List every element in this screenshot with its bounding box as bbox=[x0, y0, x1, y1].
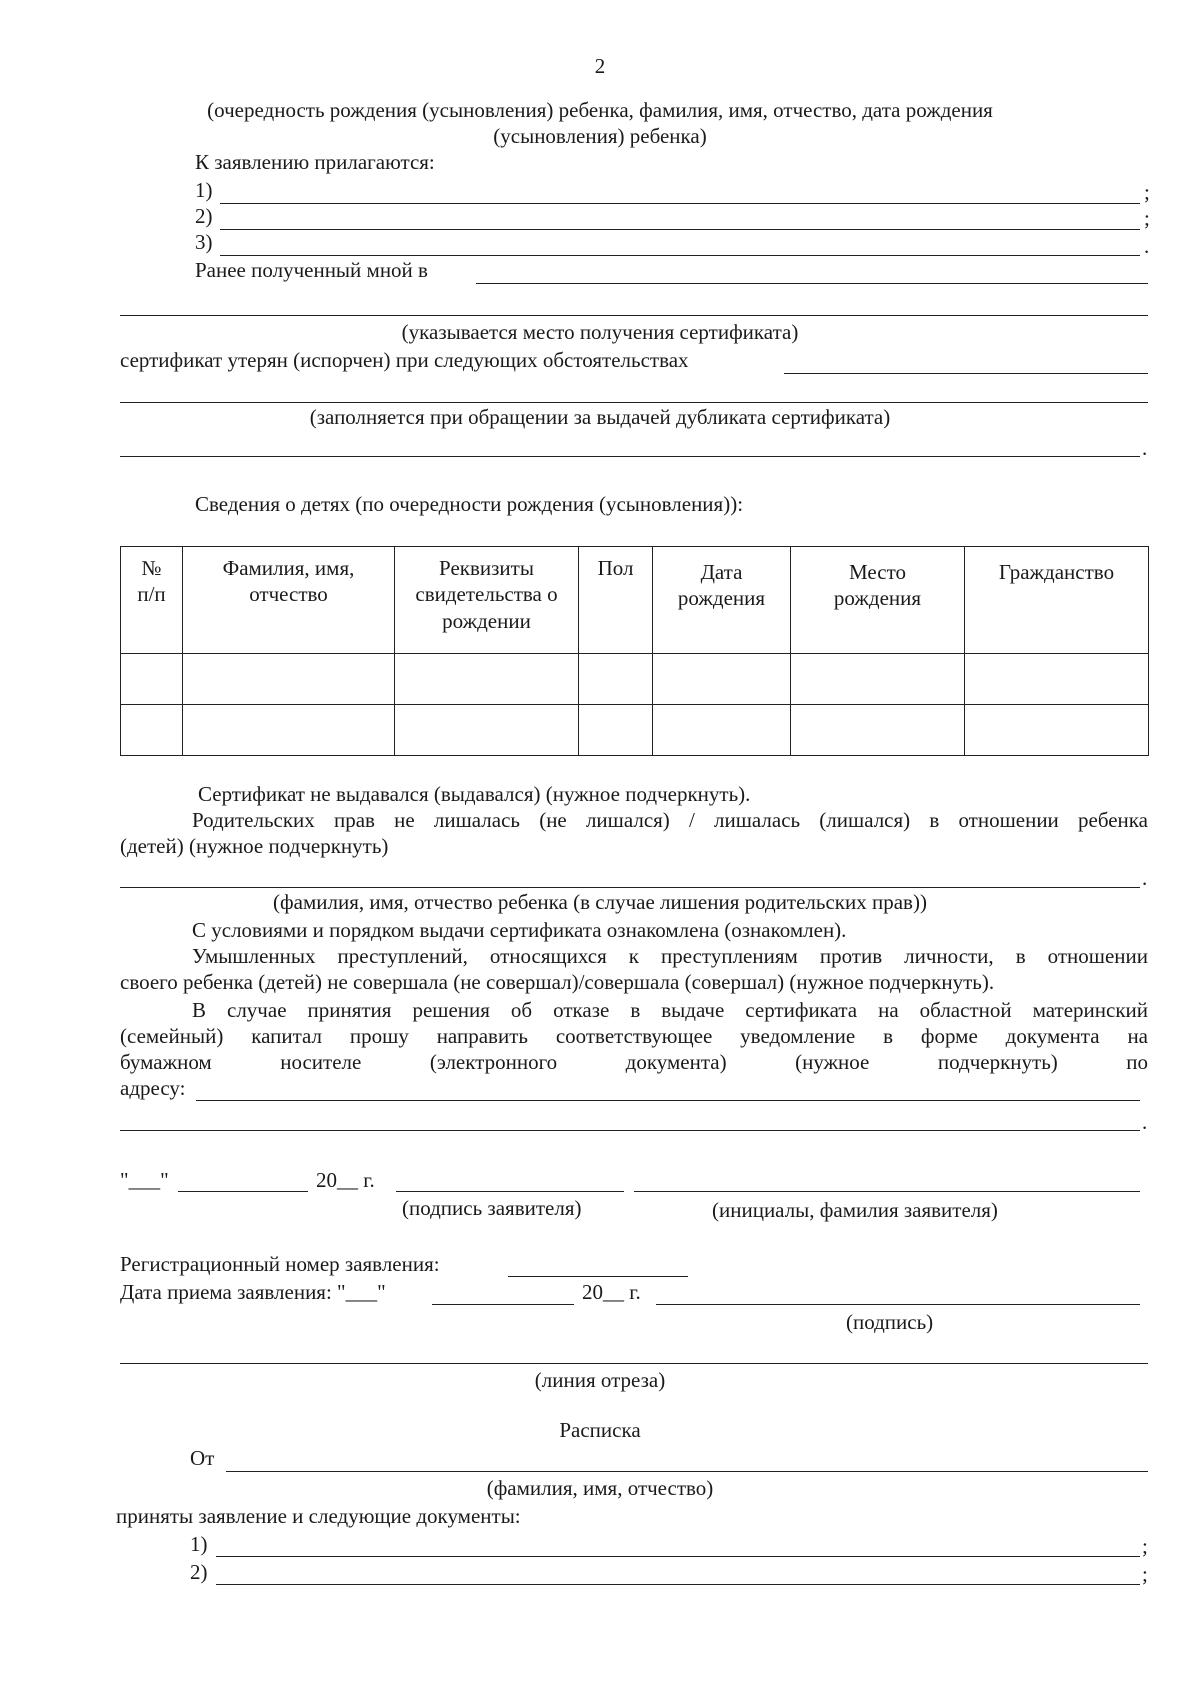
cell-birth-place[interactable] bbox=[791, 654, 965, 705]
duplicate-caption: (заполняется при обращении за выдачей дубликата сертификата) bbox=[309, 405, 891, 429]
cell-citizenship[interactable] bbox=[965, 705, 1149, 756]
receipt-item-2-number: 2) bbox=[190, 1560, 208, 1584]
previously-received-field-2[interactable] bbox=[120, 315, 1148, 316]
refusal-line3-text: бумажном носителе (электронного документа) (нужное подчеркнуть) по bbox=[120, 1050, 1148, 1074]
cell-sex[interactable] bbox=[579, 705, 653, 756]
application-month-field[interactable] bbox=[178, 1191, 308, 1192]
header-certificate-details: Реквизиты свидетельства о рождении bbox=[395, 547, 579, 654]
table-row bbox=[121, 705, 1149, 756]
children-table-header bbox=[121, 547, 1149, 654]
application-year[interactable]: 20__ г. bbox=[316, 1168, 375, 1192]
child-caption-line1: (очередность рождения (усыновления) ребенка, фамилия, имя, отчество, дата рождения bbox=[207, 98, 993, 122]
from-name-field[interactable] bbox=[226, 1471, 1148, 1472]
deprived-child-name-field[interactable] bbox=[120, 887, 1140, 888]
signature-only-caption: (подпись) bbox=[846, 1310, 934, 1334]
receipt-item-1-end: ; bbox=[1142, 1534, 1148, 1558]
receipt-item-2-end: ; bbox=[1142, 1562, 1148, 1586]
crimes-line2: своего ребенка (детей) не совершала (не совершал)/совершала (совершал) (нужное подчеркнуть). bbox=[120, 970, 995, 994]
receipt-title: Расписка bbox=[559, 1418, 641, 1442]
header-birth-place: Место рождения bbox=[791, 547, 965, 654]
date-received-year[interactable]: 20__ г. bbox=[582, 1280, 641, 1304]
attachment-3-number: 3) bbox=[195, 230, 213, 254]
cell-full-name[interactable] bbox=[183, 705, 395, 756]
date-received-label: Дата приема заявления: "___" bbox=[120, 1280, 386, 1304]
table-row bbox=[121, 654, 1149, 705]
cell-birth-date[interactable] bbox=[653, 705, 791, 756]
address-field-end: . bbox=[1142, 1110, 1148, 1134]
children-intro: Сведения о детях (по очередности рождения (усыновления)): bbox=[195, 492, 744, 516]
cell-citizenship[interactable] bbox=[965, 654, 1149, 705]
initials-caption: (инициалы, фамилия заявителя) bbox=[712, 1198, 998, 1222]
duplicate-field-end: . bbox=[1142, 436, 1148, 460]
receipt-item-2-field[interactable] bbox=[216, 1584, 1140, 1585]
cert-issued-text: Сертификат не выдавался (выдавался) (нужное подчеркнуть). bbox=[198, 782, 751, 806]
refusal-line2: (семейный) капитал прошу направить соответствующее уведомление в форме документа на bbox=[120, 1024, 1148, 1048]
cell-sex[interactable] bbox=[579, 654, 653, 705]
attachment-2-field[interactable] bbox=[220, 229, 1140, 230]
lost-text: сертификат утерян (испорчен) при следующих обстоятельствах bbox=[120, 348, 689, 372]
cell-full-name[interactable] bbox=[183, 654, 395, 705]
address-label: адресу: bbox=[120, 1076, 186, 1100]
cell-certificate-details[interactable] bbox=[395, 705, 579, 756]
attachment-2-number: 2) bbox=[195, 204, 213, 228]
accepted-docs-label: приняты заявление и следующие документы: bbox=[116, 1504, 521, 1528]
duplicate-field[interactable] bbox=[120, 456, 1140, 457]
place-caption: (указывается место получения сертификата) bbox=[401, 320, 799, 344]
signature-caption: (подпись заявителя) bbox=[402, 1196, 582, 1220]
attachment-1-number: 1) bbox=[195, 178, 213, 202]
applicant-signature-field[interactable] bbox=[396, 1191, 624, 1192]
attachment-3-field[interactable] bbox=[220, 255, 1140, 256]
deprived-child-name-end: . bbox=[1142, 866, 1148, 890]
lost-circumstances-field-2[interactable] bbox=[120, 402, 1148, 403]
parental-rights-line2: (детей) (нужное подчеркнуть) bbox=[120, 834, 389, 858]
cell-birth-place[interactable] bbox=[791, 705, 965, 756]
cell-certificate-details[interactable] bbox=[395, 654, 579, 705]
previously-received-label: Ранее полученный мной в bbox=[195, 258, 428, 282]
header-citizenship: Гражданство bbox=[965, 547, 1149, 654]
application-day[interactable]: "___" bbox=[120, 1168, 169, 1192]
header-number: № п/п bbox=[121, 547, 183, 654]
attachment-2-end: ; bbox=[1144, 206, 1150, 230]
fio-caption: (фамилия, имя, отчество) bbox=[486, 1476, 714, 1500]
acquainted-text: С условиями и порядком выдачи сертификата ознакомлена (ознакомлен). bbox=[192, 918, 847, 942]
child-caption-line2: (усыновления) ребенка) bbox=[493, 124, 707, 148]
receipt-item-1-field[interactable] bbox=[216, 1556, 1140, 1557]
previously-received-field[interactable] bbox=[476, 283, 1148, 284]
attachments-label: К заявлению прилагаются: bbox=[195, 150, 435, 174]
children-table bbox=[120, 546, 1149, 756]
date-received-month-field[interactable] bbox=[432, 1304, 574, 1305]
attachment-3-end: . bbox=[1144, 234, 1150, 258]
cut-line bbox=[120, 1363, 1148, 1364]
cell-birth-date[interactable] bbox=[653, 654, 791, 705]
lost-circumstances-field[interactable] bbox=[784, 373, 1148, 374]
header-full-name: Фамилия, имя, отчество bbox=[183, 547, 395, 654]
page-number: 2 bbox=[594, 54, 606, 78]
parental-rights-line1: Родительских прав не лишалась (не лишался) / лишалась (лишался) в отношении ребенка bbox=[192, 808, 1148, 832]
header-birth-date: Дата рождения bbox=[653, 547, 791, 654]
attachment-1-field[interactable] bbox=[220, 203, 1140, 204]
reg-number-label: Регистрационный номер заявления: bbox=[120, 1252, 440, 1276]
address-field[interactable] bbox=[196, 1100, 1140, 1101]
cut-line-caption: (линия отреза) bbox=[534, 1368, 666, 1392]
receipt-item-1-number: 1) bbox=[190, 1532, 208, 1556]
header-sex: Пол bbox=[579, 547, 653, 654]
applicant-name-field[interactable] bbox=[634, 1191, 1140, 1192]
crimes-line1: Умышленных преступлений, относящихся к преступлениям против личности, в отношении bbox=[192, 944, 1148, 968]
child-name-caption: (фамилия, имя, отчество ребенка (в случае лишения родительских прав)) bbox=[273, 890, 927, 914]
cell-number[interactable] bbox=[121, 654, 183, 705]
refusal-line1: В случае принятия решения об отказе в выдаче сертификата на областной материнский bbox=[192, 998, 1148, 1022]
cell-number[interactable] bbox=[121, 705, 183, 756]
receiver-signature-field[interactable] bbox=[656, 1304, 1140, 1305]
address-field-2[interactable] bbox=[120, 1130, 1140, 1131]
reg-number-field[interactable] bbox=[508, 1276, 688, 1277]
from-label: От bbox=[190, 1446, 215, 1470]
refusal-line3 bbox=[120, 1050, 1148, 1075]
attachment-1-end: ; bbox=[1144, 180, 1150, 204]
